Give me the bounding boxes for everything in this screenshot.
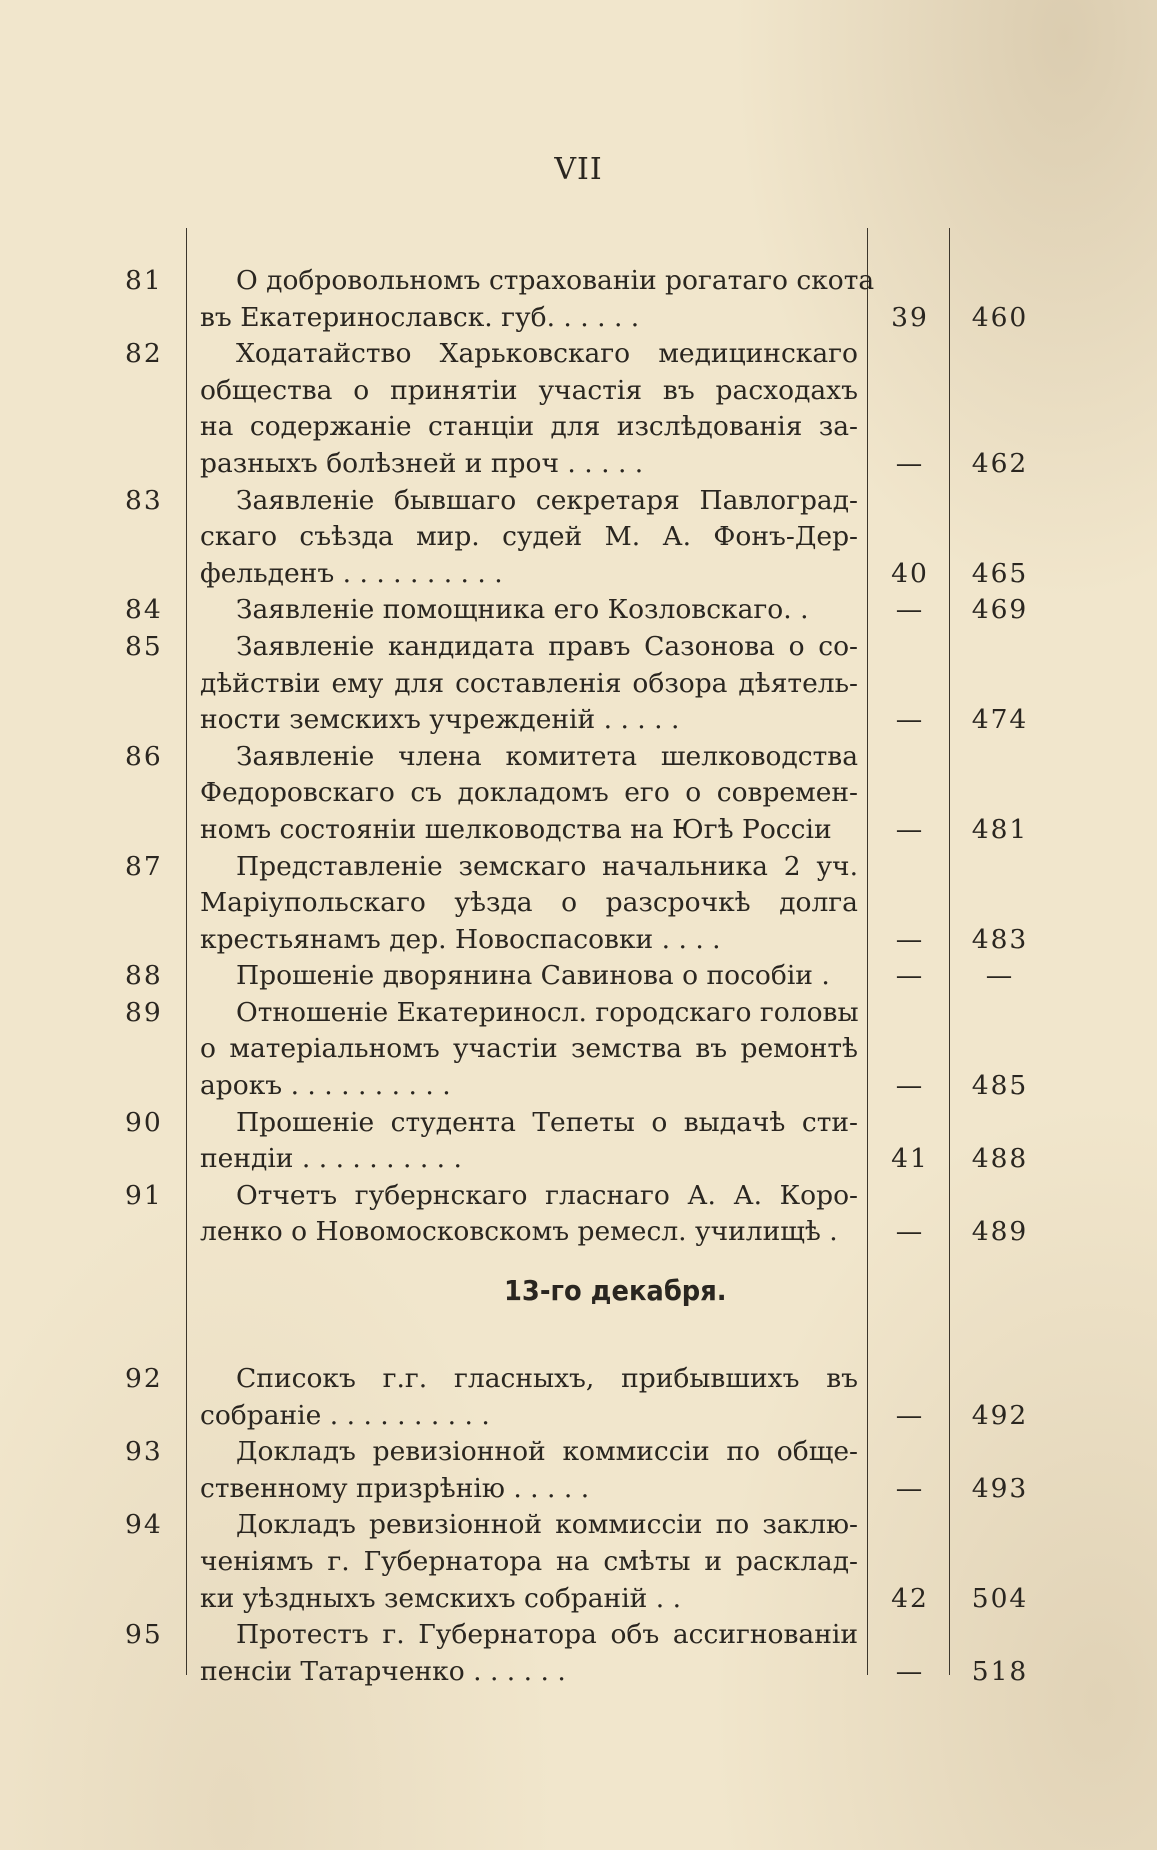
entry-volume: —: [895, 1655, 925, 1687]
entry-text: крестьянамъ дер. Новоспасовки . . . .: [200, 923, 721, 955]
entry-text: арокъ . . . . . . . . . .: [200, 1070, 451, 1102]
entry-text: Прошеніе студента Тепеты о выдачѣ сти-: [236, 1106, 858, 1138]
entry-volume: 39: [891, 301, 929, 333]
entry-text: Заявленіе члена комитета шелководства: [236, 740, 858, 772]
entry-text: Отношеніе Екатериносл. городскаго головы: [236, 996, 859, 1028]
entry-text: Списокъ г.г. гласныхъ, прибывшихъ въ: [236, 1363, 858, 1395]
entry-page: 489: [971, 1216, 1029, 1248]
entries-after-section: [0, 1361, 1157, 1690]
entry-number: 81: [125, 265, 163, 296]
entry-text: дѣйствіи ему для составленія обзора дѣятель-: [200, 667, 858, 699]
toc-entry-line: [0, 1141, 1157, 1178]
entry-volume: 42: [891, 1582, 929, 1614]
entry-page: 504: [971, 1582, 1029, 1614]
entry-text: номъ состояніи шелководства на Югѣ Россіи: [200, 813, 832, 845]
entry-number: 91: [125, 1179, 163, 1211]
entry-text: скаго съѣзда мир. судей М. А. Фонъ-Дер-: [200, 521, 858, 553]
entry-text: ченіямъ г. Губернатора на смѣты и расклад-: [200, 1546, 858, 1577]
toc-entry-line: [0, 1434, 1157, 1471]
entry-volume: —: [895, 813, 925, 845]
entry-text: ственному призрѣнію . . . . .: [200, 1472, 590, 1504]
table-of-contents: [0, 263, 1157, 1690]
entry-text: ности земскихъ учрежденій . . . . .: [200, 704, 680, 736]
entry-number: 83: [125, 484, 163, 516]
toc-entry-line: [0, 1654, 1157, 1691]
section-heading: [46, 1251, 1110, 1361]
entry-volume: —: [895, 923, 925, 955]
toc-entry-line: [0, 775, 1157, 812]
toc-entry-line: [0, 849, 1157, 886]
toc-entry-line: [0, 1544, 1157, 1581]
toc-entry-line: [0, 373, 1157, 410]
toc-entry-line: [0, 702, 1157, 739]
entry-page: 460: [971, 301, 1029, 333]
entry-number: 94: [125, 1509, 163, 1541]
toc-entry-line: [0, 556, 1157, 593]
entry-text: О добровольномъ страхованіи рогатаго скота: [236, 265, 875, 296]
entry-number: 92: [125, 1363, 163, 1395]
toc-entry-line: [0, 629, 1157, 666]
entry-text: Представленіе земскаго начальника 2 уч.: [236, 850, 858, 882]
entry-number: 84: [125, 594, 163, 626]
toc-entry-line: [0, 995, 1157, 1032]
entry-page: 462: [971, 447, 1029, 479]
toc-entry-line: [0, 1068, 1157, 1105]
entry-volume: —: [895, 1070, 925, 1102]
entry-text: пенсіи Татарченко . . . . . .: [200, 1655, 566, 1687]
entry-text: Докладъ ревизіонной коммиссіи по заклю-: [236, 1509, 858, 1541]
entry-text: Заявленіе помощника его Козловскаго. .: [236, 594, 809, 626]
entry-volume: 40: [891, 557, 929, 589]
entry-text: въ Екатеринославск. губ. . . . . .: [200, 301, 640, 333]
toc-entry-line: [0, 1105, 1157, 1142]
toc-entry-line: [0, 1031, 1157, 1068]
entry-text: Ходатайство Харьковскаго медицинскаго: [236, 338, 858, 370]
entry-number: 82: [125, 338, 163, 370]
section-heading-text: 13-го декабря.: [504, 1274, 727, 1308]
toc-entry-line: [0, 592, 1157, 629]
entry-number: 93: [125, 1436, 163, 1468]
entry-number: 90: [125, 1106, 163, 1138]
entry-text: Докладъ ревизіонной коммиссіи по обще-: [236, 1436, 858, 1468]
toc-entry-line: [0, 336, 1157, 373]
entry-text: Маріупольскаго уѣзда о разсрочкѣ долга: [200, 887, 858, 919]
toc-entry-line: [0, 409, 1157, 446]
entry-number: 88: [125, 960, 163, 992]
entry-page: 518: [971, 1655, 1029, 1687]
toc-entry-line: [0, 885, 1157, 922]
toc-entry-line: [0, 1398, 1157, 1435]
toc-entry-line: [0, 812, 1157, 849]
entry-page: 483: [971, 923, 1029, 955]
entry-number: 95: [125, 1619, 163, 1651]
entry-text: пендіи . . . . . . . . . .: [200, 1143, 462, 1175]
entry-text: собраніе . . . . . . . . . .: [200, 1399, 490, 1431]
entry-volume: —: [895, 1216, 925, 1248]
entry-number: 85: [125, 630, 163, 662]
entry-text: разныхъ болѣзней и проч . . . . .: [200, 447, 644, 479]
toc-entry-line: [0, 1617, 1157, 1654]
entry-text: Протестъ г. Губернатора объ ассигнованіи: [236, 1619, 858, 1651]
toc-entry-line: [0, 1507, 1157, 1544]
toc-entry-line: [0, 1361, 1157, 1398]
entry-number: 89: [125, 996, 163, 1028]
entry-page: 488: [971, 1143, 1029, 1175]
entry-volume: —: [895, 1472, 925, 1504]
entry-text: Заявленіе бывшаго секретаря Павлоград-: [236, 484, 858, 516]
entry-page: 469: [971, 594, 1029, 626]
toc-entry-line: [0, 1581, 1157, 1618]
entries-before-section: [0, 263, 1157, 1251]
toc-entry-line: [0, 739, 1157, 776]
entry-text: Прошеніе дворянина Савинова о пособіи .: [236, 960, 830, 992]
toc-entry-line: [0, 666, 1157, 703]
entry-page: 485: [971, 1070, 1029, 1102]
entry-volume: —: [895, 447, 925, 479]
page-number: VII: [554, 152, 603, 187]
entry-page: 465: [971, 557, 1029, 589]
entry-text: о матеріальномъ участіи земства въ ремонтѣ: [200, 1033, 858, 1065]
entry-volume: —: [895, 704, 925, 736]
entry-text: общества о принятіи участія въ расходахъ: [200, 374, 858, 406]
entry-page: 481: [971, 813, 1029, 845]
toc-entry-line: [0, 519, 1157, 556]
entry-page: 492: [971, 1399, 1029, 1431]
toc-entry-line: [0, 1471, 1157, 1508]
entry-text: ленко о Новомосковскомъ ремесл. училищѣ .: [200, 1216, 838, 1248]
entry-volume: 41: [891, 1143, 929, 1175]
entry-text: ки уѣздныхъ земскихъ собраній . .: [200, 1582, 682, 1614]
entry-text: Заявленіе кандидата правъ Сазонова о со-: [236, 630, 858, 662]
entry-page: —: [985, 960, 1015, 992]
entry-text: Федоровскаго съ докладомъ его о современ-: [200, 777, 858, 809]
toc-entry-line: [0, 300, 1157, 337]
entry-volume: —: [895, 594, 925, 626]
entry-page: 493: [971, 1472, 1029, 1504]
entry-volume: —: [895, 960, 925, 992]
entry-page: 474: [971, 704, 1029, 736]
entry-text: фельденъ . . . . . . . . . .: [200, 557, 503, 589]
toc-entry-line: [0, 1178, 1157, 1215]
toc-entry-line: [0, 1214, 1157, 1251]
entry-text: Отчетъ губернскаго гласнаго А. А. Коро-: [236, 1179, 858, 1211]
toc-entry-line: [0, 958, 1157, 995]
entry-text: на содержаніе станціи для изслѣдованія за-: [200, 411, 858, 443]
entry-number: 86: [125, 740, 163, 772]
toc-entry-line: [0, 446, 1157, 483]
entry-number: 87: [125, 850, 163, 882]
toc-entry-line: [0, 483, 1157, 520]
toc-entry-line: [0, 922, 1157, 959]
toc-entry-line: [0, 263, 1157, 300]
entry-volume: —: [895, 1399, 925, 1431]
